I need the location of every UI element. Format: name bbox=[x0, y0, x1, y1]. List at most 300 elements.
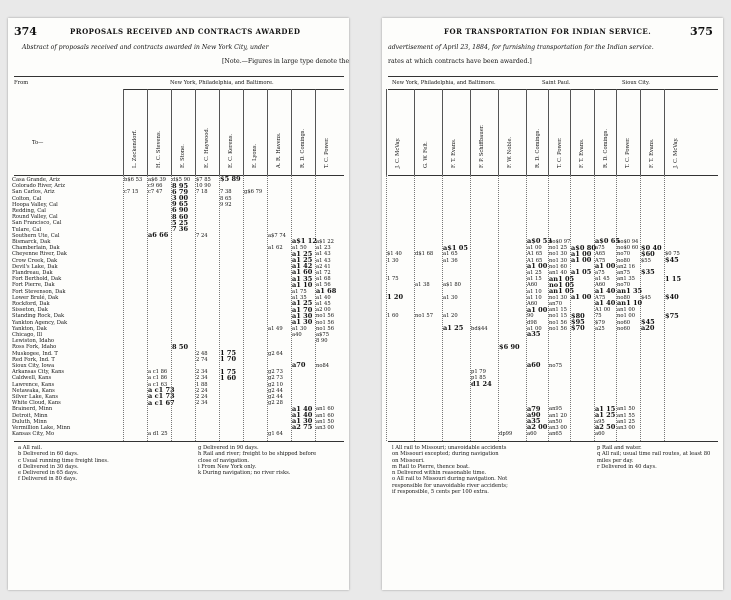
rate-cell: a35 bbox=[527, 330, 541, 339]
column-rule bbox=[442, 175, 443, 441]
location-label: Vermillion Lake, Minn bbox=[12, 425, 71, 431]
rate-cell: no1 05 bbox=[549, 280, 575, 289]
rate-cell: no1 56 bbox=[549, 325, 568, 332]
location-label: Red Fork, Ind. T bbox=[12, 356, 55, 363]
rate-cell: a$1 05 bbox=[443, 243, 468, 252]
footnote-line: miles per day. bbox=[597, 457, 634, 464]
running-header: FOR TRANSPORTATION FOR INDIAN SERVICE. bbox=[444, 27, 652, 36]
rate-cell: g1 64 bbox=[268, 431, 283, 438]
rule bbox=[14, 441, 344, 442]
footnote-line: c Usual running time freight lines. bbox=[18, 457, 109, 464]
footnote-line: e Delivered in 65 days. bbox=[18, 470, 79, 477]
rate-cell: a1 75 bbox=[292, 288, 307, 295]
rate-cell: a1 30 bbox=[443, 294, 458, 301]
rate-cell: p1 79 bbox=[471, 369, 486, 376]
rule bbox=[14, 76, 344, 77]
rate-cell: an95 bbox=[549, 406, 563, 413]
rate-cell: an2 16 bbox=[617, 263, 635, 270]
rate-cell: a60 bbox=[527, 431, 537, 438]
rate-cell: no1 00 bbox=[617, 313, 636, 320]
rate-cell: a1 00 bbox=[595, 262, 616, 271]
rate-cell: 1 70 bbox=[220, 355, 237, 364]
location-label: Caldwell, Kans bbox=[12, 375, 52, 382]
footnote-line: close of navigation. bbox=[198, 457, 250, 464]
rate-cell: 8 50 bbox=[172, 342, 189, 351]
rate-cell: A1 00 bbox=[595, 307, 611, 314]
rate-cell: c7 47 bbox=[148, 189, 163, 196]
rate-cell: 2 24 bbox=[196, 387, 208, 394]
column-header: R. D. Comings. bbox=[300, 128, 306, 168]
rate-cell: A65 bbox=[595, 251, 606, 258]
rate-cell: d$5 90 bbox=[172, 177, 191, 183]
rate-cell: $80 bbox=[571, 311, 585, 320]
footnote-line: on Missouri excepted; during navigation bbox=[392, 451, 499, 458]
rate-cell: 10 90 bbox=[196, 183, 211, 190]
location-label: Sioux City, Iowa bbox=[12, 363, 55, 369]
column-rule bbox=[498, 175, 499, 441]
footnote-line: b Delivered in 60 days. bbox=[18, 451, 79, 458]
rate-cell: 6 90 bbox=[172, 206, 189, 215]
rate-cell: a c1 63 bbox=[148, 381, 168, 388]
rate-cell: a2 50 bbox=[595, 423, 616, 432]
rate-cell: d98 bbox=[527, 319, 537, 326]
rate-cell: a40 bbox=[292, 332, 302, 338]
rate-cell: $70 bbox=[571, 324, 585, 333]
rate-cell: 3 00 bbox=[172, 194, 189, 202]
rate-cell: a2 00 bbox=[316, 307, 331, 314]
rate-cell: c7 15 bbox=[124, 189, 139, 196]
rate-cell: 8 95 bbox=[172, 181, 189, 190]
column-header: R. D. Comings. bbox=[535, 128, 541, 168]
location-label: Muskogee, Ind. T bbox=[12, 350, 58, 357]
rate-cell: a1 40 bbox=[595, 299, 616, 308]
location-label: Sisseton, Dak bbox=[12, 307, 48, 314]
rate-cell: a$1 22 bbox=[316, 239, 334, 245]
rate-cell: a2 75 bbox=[292, 423, 313, 432]
column-rule bbox=[243, 89, 244, 175]
column-header: F. T. Evans. bbox=[451, 138, 457, 168]
rate-cell: $79 bbox=[595, 319, 605, 326]
rate-cell: $40 bbox=[665, 293, 679, 302]
rate-cell: no1 57 bbox=[415, 313, 434, 320]
column-rule bbox=[291, 89, 292, 175]
page-number: 374 bbox=[14, 25, 37, 38]
footnotes bbox=[198, 445, 316, 476]
rate-cell: a1 38 bbox=[415, 282, 430, 289]
rate-cell: g2 44 bbox=[268, 387, 283, 394]
location-label: Kansas City, Mo bbox=[12, 431, 55, 438]
rate-cell: no1 56 bbox=[549, 319, 568, 326]
rate-cell: no1 15 bbox=[549, 313, 568, 320]
footnote-line: g Delivered in 90 days. bbox=[198, 445, 259, 451]
rate-cell: 8 65 bbox=[220, 195, 232, 202]
rate-cell: a1 72 bbox=[316, 270, 331, 276]
location-label: Flandreau, Dak bbox=[12, 270, 53, 276]
location-label: Colorado River, Ariz bbox=[12, 183, 65, 190]
location-label: Casa Grande, Ariz bbox=[12, 177, 60, 183]
rate-cell: an1 25 bbox=[617, 418, 635, 425]
rate-cell: 2 24 bbox=[196, 394, 208, 400]
rate-cell: an1 50 bbox=[316, 418, 334, 425]
rule bbox=[388, 175, 718, 176]
rate-cell: a1 25 bbox=[595, 411, 616, 419]
column-header: E. Lyons. bbox=[252, 143, 258, 168]
rate-cell: A60 bbox=[527, 282, 538, 289]
column-rule bbox=[640, 89, 641, 175]
rate-cell: $45 bbox=[641, 294, 651, 301]
rate-cell: a1 10 bbox=[292, 280, 313, 289]
column-header: G. W. Felt. bbox=[423, 141, 429, 168]
rule bbox=[388, 89, 718, 90]
group-label: Saint Paul. bbox=[542, 80, 571, 86]
rate-cell: $1 40 bbox=[387, 251, 402, 258]
rate-cell: $45 bbox=[641, 318, 655, 326]
rate-cell: an75 bbox=[617, 270, 631, 276]
location-label: Lower Brulé, Dak bbox=[12, 294, 59, 301]
column-header: T. C. Power. bbox=[557, 137, 563, 168]
column-rule bbox=[267, 89, 268, 175]
location-label: San Francisco, Cal bbox=[12, 220, 62, 227]
column-header: T. C. Power. bbox=[625, 137, 631, 168]
rate-cell: g2 44 bbox=[268, 394, 283, 400]
rate-cell: 2 74 bbox=[196, 356, 208, 363]
location-label: Redding, Cal bbox=[12, 208, 46, 214]
column-rule bbox=[219, 89, 220, 175]
rate-cell: a1 70 bbox=[292, 305, 313, 314]
column-header: T. C. Power. bbox=[324, 137, 330, 168]
rate-cell: A60 bbox=[595, 282, 606, 289]
footnote-line: f Delivered in 80 days. bbox=[18, 476, 78, 483]
rate-cell: a1 45 bbox=[316, 301, 331, 307]
rate-cell: no1 56 bbox=[316, 325, 335, 332]
rate-cell: a60 bbox=[595, 431, 605, 438]
rate-cell: a1 30 bbox=[292, 417, 313, 426]
footnote-line: o All rail to Missouri during navigation. Not bbox=[392, 476, 508, 483]
rate-cell: 8 90 bbox=[316, 338, 328, 345]
rate-cell: 1 30 bbox=[387, 257, 399, 264]
rate-cell: a1 35 bbox=[292, 294, 307, 301]
rate-cell: a1 10 bbox=[527, 294, 542, 301]
rate-cell: a1 50 bbox=[292, 245, 307, 252]
rate-cell: no70 bbox=[617, 251, 631, 258]
rate-cell: an50 bbox=[549, 418, 563, 425]
group-label: Sioux City. bbox=[622, 80, 650, 86]
rate-cell: an1 20 bbox=[549, 412, 567, 419]
rate-cell: an1 35 bbox=[617, 276, 635, 283]
location-label: Fort Stevenson, Dak bbox=[12, 288, 66, 295]
rate-cell: an1 10 bbox=[617, 299, 643, 308]
column-header: A. R. Havens. bbox=[276, 132, 282, 168]
rate-cell: a1 30 bbox=[292, 325, 307, 332]
rate-cell: a1 65 bbox=[443, 251, 458, 258]
rate-cell: a1 00 bbox=[527, 305, 548, 314]
rate-cell: a1 25 bbox=[527, 270, 542, 276]
location-label: Lawrence, Kans bbox=[12, 381, 55, 388]
column-rule bbox=[498, 89, 499, 175]
rate-cell: $60 bbox=[641, 249, 655, 258]
rate-cell: a$75 bbox=[316, 332, 329, 338]
rate-cell: a1 42 bbox=[292, 262, 313, 271]
note-text: rates at which contracts have been awarded.] bbox=[388, 58, 532, 65]
left-page bbox=[8, 18, 349, 590]
location-label: Duluth, Minn bbox=[12, 418, 47, 425]
location-label: White Cloud, Kans bbox=[12, 400, 61, 407]
group-label: New York, Philadelphia, and Baltimore. bbox=[392, 80, 496, 86]
column-header: E. C. Haywood. bbox=[204, 127, 210, 168]
rate-cell: an1 60 bbox=[316, 406, 334, 413]
rate-cell: an3 00 bbox=[549, 425, 567, 431]
rate-cell: an1 55 bbox=[617, 412, 635, 419]
rate-cell: a1 00 bbox=[527, 262, 548, 271]
location-label: Yankton Agency, Dak bbox=[12, 319, 68, 326]
rate-cell: 1 60 bbox=[220, 373, 237, 382]
rate-cell: p1 85 bbox=[471, 375, 486, 382]
rate-cell: an1 40 bbox=[549, 270, 567, 276]
rate-cell: a$1 80 bbox=[443, 282, 461, 289]
rate-cell: a c1 86 bbox=[148, 369, 168, 376]
rate-cell: 2 34 bbox=[196, 375, 208, 382]
rate-cell: 1 75 bbox=[220, 349, 237, 357]
location-label: Southern Ute, Cal bbox=[12, 232, 60, 239]
rate-cell: 7 36 bbox=[172, 225, 189, 233]
rate-cell: no1 56 bbox=[316, 313, 335, 320]
rule bbox=[123, 89, 344, 90]
rate-cell: a60 bbox=[527, 361, 541, 370]
rate-cell: 1 75 bbox=[387, 276, 399, 283]
rate-cell: 1 75 bbox=[220, 367, 237, 376]
rate-cell: a75 bbox=[595, 245, 605, 252]
column-header: H. C. Stevens. bbox=[156, 130, 162, 168]
rate-cell: a70 bbox=[292, 361, 306, 370]
column-rule bbox=[470, 175, 471, 441]
rate-cell: an1 35 bbox=[617, 287, 643, 295]
location-label: Netawaka, Kans bbox=[12, 387, 55, 394]
rate-cell: A1 65 bbox=[527, 251, 543, 258]
location-label: Yankton, Dak bbox=[12, 325, 47, 332]
rate-cell: g2 28 bbox=[268, 400, 283, 407]
rate-cell: a1 15 bbox=[595, 404, 616, 413]
from-label: From bbox=[14, 80, 29, 86]
rate-cell: a1 40 bbox=[595, 287, 616, 295]
column-rule bbox=[123, 89, 124, 175]
rate-cell: a35 bbox=[527, 417, 541, 426]
rate-cell: an3 00 bbox=[617, 425, 635, 431]
rate-cell: dp99 bbox=[499, 431, 513, 438]
rate-cell: 1 88 bbox=[196, 381, 208, 388]
footnote-line: q All rail; usual time rail routes, at least 80 bbox=[597, 451, 711, 458]
column-header: F. P. Schiffbauer. bbox=[479, 124, 485, 168]
rate-cell: a1 45 bbox=[595, 276, 610, 283]
column-rule bbox=[594, 89, 595, 175]
rate-cell: g$6 79 bbox=[244, 189, 263, 196]
column-header: F. W. Noble. bbox=[507, 136, 513, 168]
rate-cell: 2 34 bbox=[196, 369, 208, 376]
rate-cell: a1 25 bbox=[443, 324, 464, 333]
footnotes bbox=[18, 445, 109, 483]
running-header: PROPOSALS RECEIVED AND CONTRACTS AWARDED bbox=[70, 27, 301, 36]
rate-cell: a1 36 bbox=[443, 257, 458, 264]
rate-cell: 8 60 bbox=[172, 212, 189, 221]
rate-cell: a1 30 bbox=[292, 311, 313, 320]
column-header: E. Stone. bbox=[180, 144, 186, 168]
location-label: Bismarck, Dak bbox=[12, 239, 51, 245]
footnote-line: n Delivered within reasonable time. bbox=[392, 470, 487, 477]
page-number: 375 bbox=[690, 25, 713, 38]
rate-cell: no70 bbox=[617, 282, 631, 289]
column-rule bbox=[414, 175, 415, 441]
rate-cell: A1 65 bbox=[527, 257, 543, 264]
rate-cell: 75 bbox=[595, 313, 602, 320]
rate-cell: g2 73 bbox=[268, 375, 283, 382]
rate-cell: a1 00 bbox=[571, 249, 592, 258]
rate-cell: a75 bbox=[595, 270, 605, 276]
footnote-line: m Rail to Pierre, thence boat. bbox=[392, 463, 470, 470]
location-label: Fort Pierre, Dak bbox=[12, 282, 55, 289]
column-rule bbox=[414, 89, 415, 175]
rate-cell: a1 40 bbox=[292, 404, 313, 413]
location-label: Chicago, Ill bbox=[12, 332, 43, 338]
rate-cell: c9 66 bbox=[148, 183, 163, 190]
location-label: Fort Berthold, Dak bbox=[12, 276, 62, 283]
column-header: F. T. Evans. bbox=[579, 138, 585, 168]
footnote-line: k During navigation; no river risks. bbox=[198, 470, 291, 477]
footnote-line: r Delivered in 40 days. bbox=[597, 463, 657, 470]
column-header: F. T. Evans. bbox=[649, 138, 655, 168]
location-label: Rockford, Dak bbox=[12, 301, 50, 307]
location-label: Crow Creek, Dak bbox=[12, 257, 58, 264]
footnote-line: i From New York only. bbox=[198, 463, 257, 470]
rate-cell: a2 00 bbox=[527, 423, 548, 432]
location-label: San Carlos, Ariz bbox=[12, 189, 55, 196]
rate-cell: a c1 73 bbox=[148, 392, 175, 401]
footnote-line: p Rail and water. bbox=[597, 445, 642, 451]
rate-cell: a1 25 bbox=[292, 249, 313, 258]
rate-cell: an70 bbox=[549, 301, 563, 307]
note-text: [Note.—Figures in large type denote the bbox=[222, 58, 349, 65]
rate-cell: 1 20 bbox=[387, 293, 404, 302]
column-rule bbox=[570, 89, 571, 175]
rate-cell: g2 10 bbox=[268, 381, 283, 388]
column-rule bbox=[570, 175, 571, 441]
footnotes bbox=[597, 445, 710, 470]
location-label: Detroit, Minn bbox=[12, 412, 48, 419]
rate-cell: $55 bbox=[641, 257, 651, 264]
rate-cell: no$0 97 bbox=[549, 239, 571, 245]
rate-cell: g2 64 bbox=[268, 350, 283, 357]
rate-cell: no84 bbox=[316, 363, 330, 369]
rate-cell: a d1 25 bbox=[148, 431, 168, 438]
rate-cell: a c1 86 bbox=[148, 375, 168, 382]
rate-cell: b$6 53 bbox=[124, 177, 143, 183]
rate-cell: a20 bbox=[641, 324, 655, 333]
rate-cell: an1 05 bbox=[549, 274, 575, 283]
rate-cell: no60 bbox=[617, 325, 631, 332]
to-label: To— bbox=[32, 140, 44, 146]
footnote-line: d Delivered in 30 days. bbox=[18, 463, 79, 470]
column-rule bbox=[315, 89, 316, 175]
rate-cell: an1 00 bbox=[617, 307, 635, 314]
column-rule bbox=[147, 89, 148, 175]
rate-cell: a1 30 bbox=[292, 318, 313, 326]
rate-cell: d1 24 bbox=[471, 380, 492, 388]
rate-cell: bd$44 bbox=[471, 325, 488, 332]
rule bbox=[388, 76, 718, 77]
footnote-line: l All rail to Missouri; unavoidable accidents bbox=[392, 445, 507, 451]
rate-cell: no80 bbox=[617, 294, 631, 301]
rate-cell: a1 20 bbox=[443, 313, 458, 320]
column-rule bbox=[219, 175, 220, 441]
location-label: Silver Lake, Kans bbox=[12, 394, 59, 400]
rate-cell: a1 60 bbox=[292, 268, 313, 277]
column-header: E. C. Kerens. bbox=[228, 133, 234, 168]
column-header: L. Zeckendorf. bbox=[132, 129, 138, 168]
location-label: Ross Fork, Idaho bbox=[12, 344, 57, 351]
rate-cell: no75 bbox=[549, 363, 563, 369]
column-rule bbox=[171, 89, 172, 175]
rate-cell: a1 49 bbox=[268, 325, 283, 332]
rate-cell: a1 40 bbox=[292, 411, 313, 419]
footnote-line: h Rail and river; freight to be shipped before bbox=[198, 451, 317, 458]
rate-cell: a2 41 bbox=[316, 263, 331, 270]
right-page bbox=[382, 18, 723, 590]
rate-cell: $95 bbox=[571, 318, 585, 326]
rate-cell: A75 bbox=[595, 294, 606, 301]
rate-cell: a1 25 bbox=[292, 299, 313, 308]
rate-cell: a1 43 bbox=[316, 257, 331, 264]
rate-cell: 1 15 bbox=[665, 274, 682, 283]
rate-cell: an1 50 bbox=[617, 406, 635, 413]
rate-cell: a1 68 bbox=[316, 276, 331, 283]
column-rule bbox=[526, 89, 527, 175]
rate-cell: 1 60 bbox=[387, 313, 399, 320]
rate-cell: 9 92 bbox=[220, 201, 232, 208]
rate-cell: $0 75 bbox=[665, 251, 680, 258]
location-label: Colton, Cal bbox=[12, 195, 42, 202]
column-header: R. D. Comings. bbox=[603, 128, 609, 168]
rate-cell: a1 00 bbox=[571, 293, 592, 302]
rate-cell: a6 66 bbox=[148, 231, 169, 240]
rate-cell: a$0 80 bbox=[571, 243, 596, 252]
rate-cell: no1 30 bbox=[549, 257, 568, 264]
location-label: Standing Rock, Dak bbox=[12, 313, 65, 320]
rule bbox=[388, 441, 718, 442]
rate-cell: an1 15 bbox=[549, 307, 567, 314]
rule bbox=[14, 175, 344, 176]
footnote-line: if responsible, 5 cents per 100 extra. bbox=[392, 489, 489, 496]
column-rule bbox=[386, 175, 387, 441]
rate-cell: $75 bbox=[665, 311, 679, 320]
location-label: Chamberlain, Dak bbox=[12, 245, 60, 252]
rate-cell: 5 25 bbox=[172, 218, 189, 227]
location-label: Arkansas City, Kans bbox=[12, 369, 65, 376]
rate-cell: no$0 60 bbox=[617, 245, 639, 252]
rate-cell: $35 bbox=[641, 268, 655, 277]
rate-cell: 7 24 bbox=[196, 232, 208, 239]
rate-cell: 2 34 bbox=[196, 400, 208, 407]
rate-cell: no1 60 bbox=[549, 263, 568, 270]
rate-cell: $45 bbox=[665, 256, 679, 264]
rate-cell: A75 bbox=[595, 257, 606, 264]
group-label: New York, Philadelphia, and Baltimore. bbox=[170, 80, 274, 86]
column-header: J. C. McVay. bbox=[673, 137, 679, 168]
column-header: J. C. McVay. bbox=[395, 137, 401, 168]
rate-cell: $0 40 bbox=[641, 243, 662, 252]
location-label: Lewiston, Idaho bbox=[12, 338, 55, 345]
abstract-subtitle: Abstract of proposals received and contracts awarded in New York City, under bbox=[22, 44, 269, 51]
rate-cell: no1 56 bbox=[316, 319, 335, 326]
rate-cell: a25 bbox=[595, 325, 605, 332]
rate-cell: a1 00 bbox=[527, 245, 542, 252]
